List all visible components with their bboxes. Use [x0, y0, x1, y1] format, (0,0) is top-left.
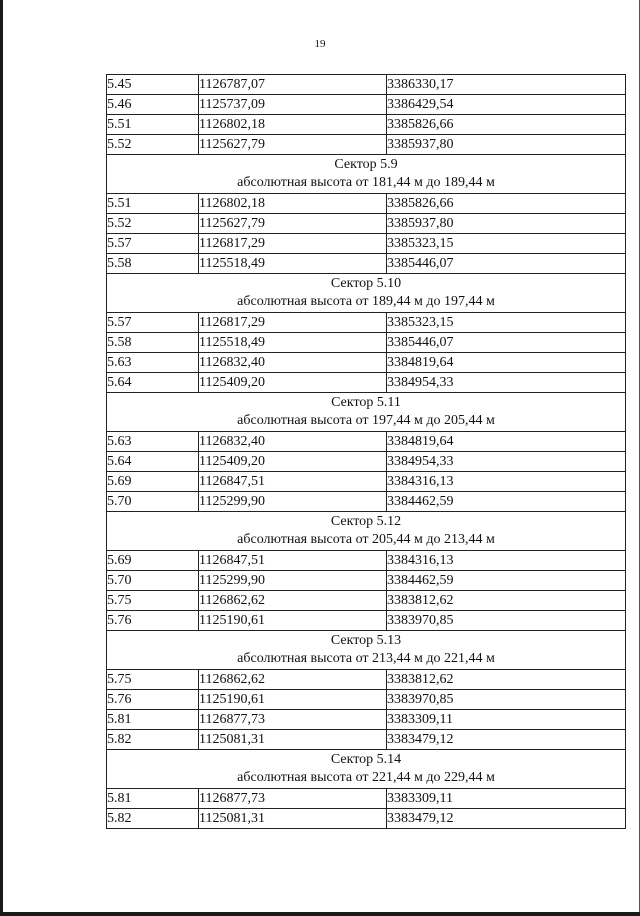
point-cell: 5.69	[107, 551, 199, 571]
point-cell: 5.64	[107, 452, 199, 472]
point-cell: 5.51	[107, 115, 199, 135]
sector-title: Сектор 5.12	[330, 514, 402, 529]
x-coordinate-cell: 1125081,31	[199, 730, 387, 750]
x-coordinate-cell: 1126817,29	[199, 313, 387, 333]
y-coordinate-cell: 3386429,54	[387, 95, 626, 115]
y-coordinate-cell: 3385446,07	[387, 333, 626, 353]
x-coordinate-cell: 1125737,09	[199, 95, 387, 115]
x-coordinate-cell: 1125299,90	[199, 571, 387, 591]
point-cell: 5.70	[107, 492, 199, 512]
table-row	[107, 214, 626, 234]
y-coordinate-cell: 3384954,33	[387, 452, 626, 472]
table-row	[107, 789, 626, 809]
table-row	[107, 313, 626, 333]
x-coordinate-cell: 1126817,29	[199, 234, 387, 254]
sector-altitude-range: абсолютная высота от 181,44 м до 189,44 м	[237, 175, 495, 190]
table-row	[107, 333, 626, 353]
table-row	[107, 591, 626, 611]
sector-header-row	[107, 155, 626, 194]
point-cell: 5.64	[107, 373, 199, 393]
x-coordinate-cell: 1126862,62	[199, 591, 387, 611]
sector-title: Сектор 5.13	[330, 633, 402, 648]
y-coordinate-cell: 3383479,12	[387, 809, 626, 829]
page-number: 19	[314, 38, 326, 50]
point-cell: 5.70	[107, 571, 199, 591]
y-coordinate-cell: 3385323,15	[387, 313, 626, 333]
coordinates-table-body	[107, 75, 626, 829]
y-coordinate-cell: 3383309,11	[387, 710, 626, 730]
x-coordinate-cell: 1125518,49	[199, 254, 387, 274]
y-coordinate-cell: 3385826,66	[387, 115, 626, 135]
table-row	[107, 194, 626, 214]
x-coordinate-cell: 1125299,90	[199, 492, 387, 512]
x-coordinate-cell: 1126787,07	[199, 75, 387, 95]
y-coordinate-cell: 3384462,59	[387, 571, 626, 591]
point-cell: 5.51	[107, 194, 199, 214]
point-cell: 5.58	[107, 254, 199, 274]
y-coordinate-cell: 3386330,17	[387, 75, 626, 95]
sector-header	[107, 631, 626, 670]
sector-header-row	[107, 631, 626, 670]
coordinates-table	[106, 74, 626, 829]
y-coordinate-cell: 3384316,13	[387, 472, 626, 492]
table-row	[107, 75, 626, 95]
x-coordinate-cell: 1126832,40	[199, 432, 387, 452]
x-coordinate-cell: 1126847,51	[199, 551, 387, 571]
y-coordinate-cell: 3385937,80	[387, 214, 626, 234]
x-coordinate-cell: 1126877,73	[199, 710, 387, 730]
x-coordinate-cell: 1125518,49	[199, 333, 387, 353]
y-coordinate-cell: 3385446,07	[387, 254, 626, 274]
sector-title: Сектор 5.9	[334, 157, 398, 172]
table-row	[107, 135, 626, 155]
table-row	[107, 353, 626, 373]
y-coordinate-cell: 3384316,13	[387, 551, 626, 571]
sector-header-row	[107, 512, 626, 551]
table-row	[107, 472, 626, 492]
x-coordinate-cell: 1126877,73	[199, 789, 387, 809]
sector-header	[107, 750, 626, 789]
y-coordinate-cell: 3385937,80	[387, 135, 626, 155]
point-cell: 5.46	[107, 95, 199, 115]
y-coordinate-cell: 3384462,59	[387, 492, 626, 512]
table-row	[107, 670, 626, 690]
sector-altitude-range: абсолютная высота от 221,44 м до 229,44 м	[237, 770, 495, 785]
x-coordinate-cell: 1125081,31	[199, 809, 387, 829]
point-cell: 5.81	[107, 710, 199, 730]
table-row	[107, 452, 626, 472]
x-coordinate-cell: 1126832,40	[199, 353, 387, 373]
scan-edge-left	[0, 0, 3, 916]
sector-title: Сектор 5.14	[330, 752, 402, 767]
point-cell: 5.57	[107, 234, 199, 254]
point-cell: 5.82	[107, 730, 199, 750]
table-row	[107, 373, 626, 393]
point-cell: 5.57	[107, 313, 199, 333]
y-coordinate-cell: 3385323,15	[387, 234, 626, 254]
sector-altitude-range: абсолютная высота от 189,44 м до 197,44 м	[237, 294, 495, 309]
point-cell: 5.76	[107, 690, 199, 710]
y-coordinate-cell: 3384819,64	[387, 432, 626, 452]
sector-header-row	[107, 274, 626, 313]
sector-altitude-range: абсолютная высота от 213,44 м до 221,44 м	[237, 651, 495, 666]
y-coordinate-cell: 3383970,85	[387, 611, 626, 631]
x-coordinate-cell: 1125190,61	[199, 690, 387, 710]
table-row	[107, 234, 626, 254]
y-coordinate-cell: 3383309,11	[387, 789, 626, 809]
x-coordinate-cell: 1126862,62	[199, 670, 387, 690]
sector-title: Сектор 5.10	[330, 276, 402, 291]
y-coordinate-cell: 3385826,66	[387, 194, 626, 214]
sector-header	[107, 155, 626, 194]
table-row	[107, 611, 626, 631]
scan-edge-bottom	[0, 912, 640, 916]
x-coordinate-cell: 1125190,61	[199, 611, 387, 631]
x-coordinate-cell: 1125627,79	[199, 214, 387, 234]
point-cell: 5.76	[107, 611, 199, 631]
x-coordinate-cell: 1126847,51	[199, 472, 387, 492]
table-row	[107, 710, 626, 730]
table-row	[107, 690, 626, 710]
point-cell: 5.75	[107, 670, 199, 690]
table-row	[107, 115, 626, 135]
y-coordinate-cell: 3383812,62	[387, 591, 626, 611]
x-coordinate-cell: 1125409,20	[199, 373, 387, 393]
sector-header	[107, 274, 626, 313]
point-cell: 5.58	[107, 333, 199, 353]
point-cell: 5.75	[107, 591, 199, 611]
point-cell: 5.52	[107, 135, 199, 155]
sector-header	[107, 512, 626, 551]
y-coordinate-cell: 3384954,33	[387, 373, 626, 393]
point-cell: 5.69	[107, 472, 199, 492]
sector-header-row	[107, 750, 626, 789]
x-coordinate-cell: 1126802,18	[199, 115, 387, 135]
table-row	[107, 809, 626, 829]
table-row	[107, 254, 626, 274]
table-row	[107, 492, 626, 512]
sector-header	[107, 393, 626, 432]
y-coordinate-cell: 3383479,12	[387, 730, 626, 750]
x-coordinate-cell: 1125627,79	[199, 135, 387, 155]
sector-header-row	[107, 393, 626, 432]
point-cell: 5.81	[107, 789, 199, 809]
table-row	[107, 571, 626, 591]
y-coordinate-cell: 3383970,85	[387, 690, 626, 710]
sector-title: Сектор 5.11	[331, 395, 401, 410]
table-row	[107, 432, 626, 452]
point-cell: 5.63	[107, 353, 199, 373]
y-coordinate-cell: 3384819,64	[387, 353, 626, 373]
point-cell: 5.45	[107, 75, 199, 95]
point-cell: 5.82	[107, 809, 199, 829]
point-cell: 5.63	[107, 432, 199, 452]
x-coordinate-cell: 1126802,18	[199, 194, 387, 214]
table-row	[107, 95, 626, 115]
y-coordinate-cell: 3383812,62	[387, 670, 626, 690]
sector-altitude-range: абсолютная высота от 205,44 м до 213,44 м	[237, 532, 495, 547]
table-row	[107, 551, 626, 571]
x-coordinate-cell: 1125409,20	[199, 452, 387, 472]
point-cell: 5.52	[107, 214, 199, 234]
sector-altitude-range: абсолютная высота от 197,44 м до 205,44 м	[237, 413, 495, 428]
table-row	[107, 730, 626, 750]
